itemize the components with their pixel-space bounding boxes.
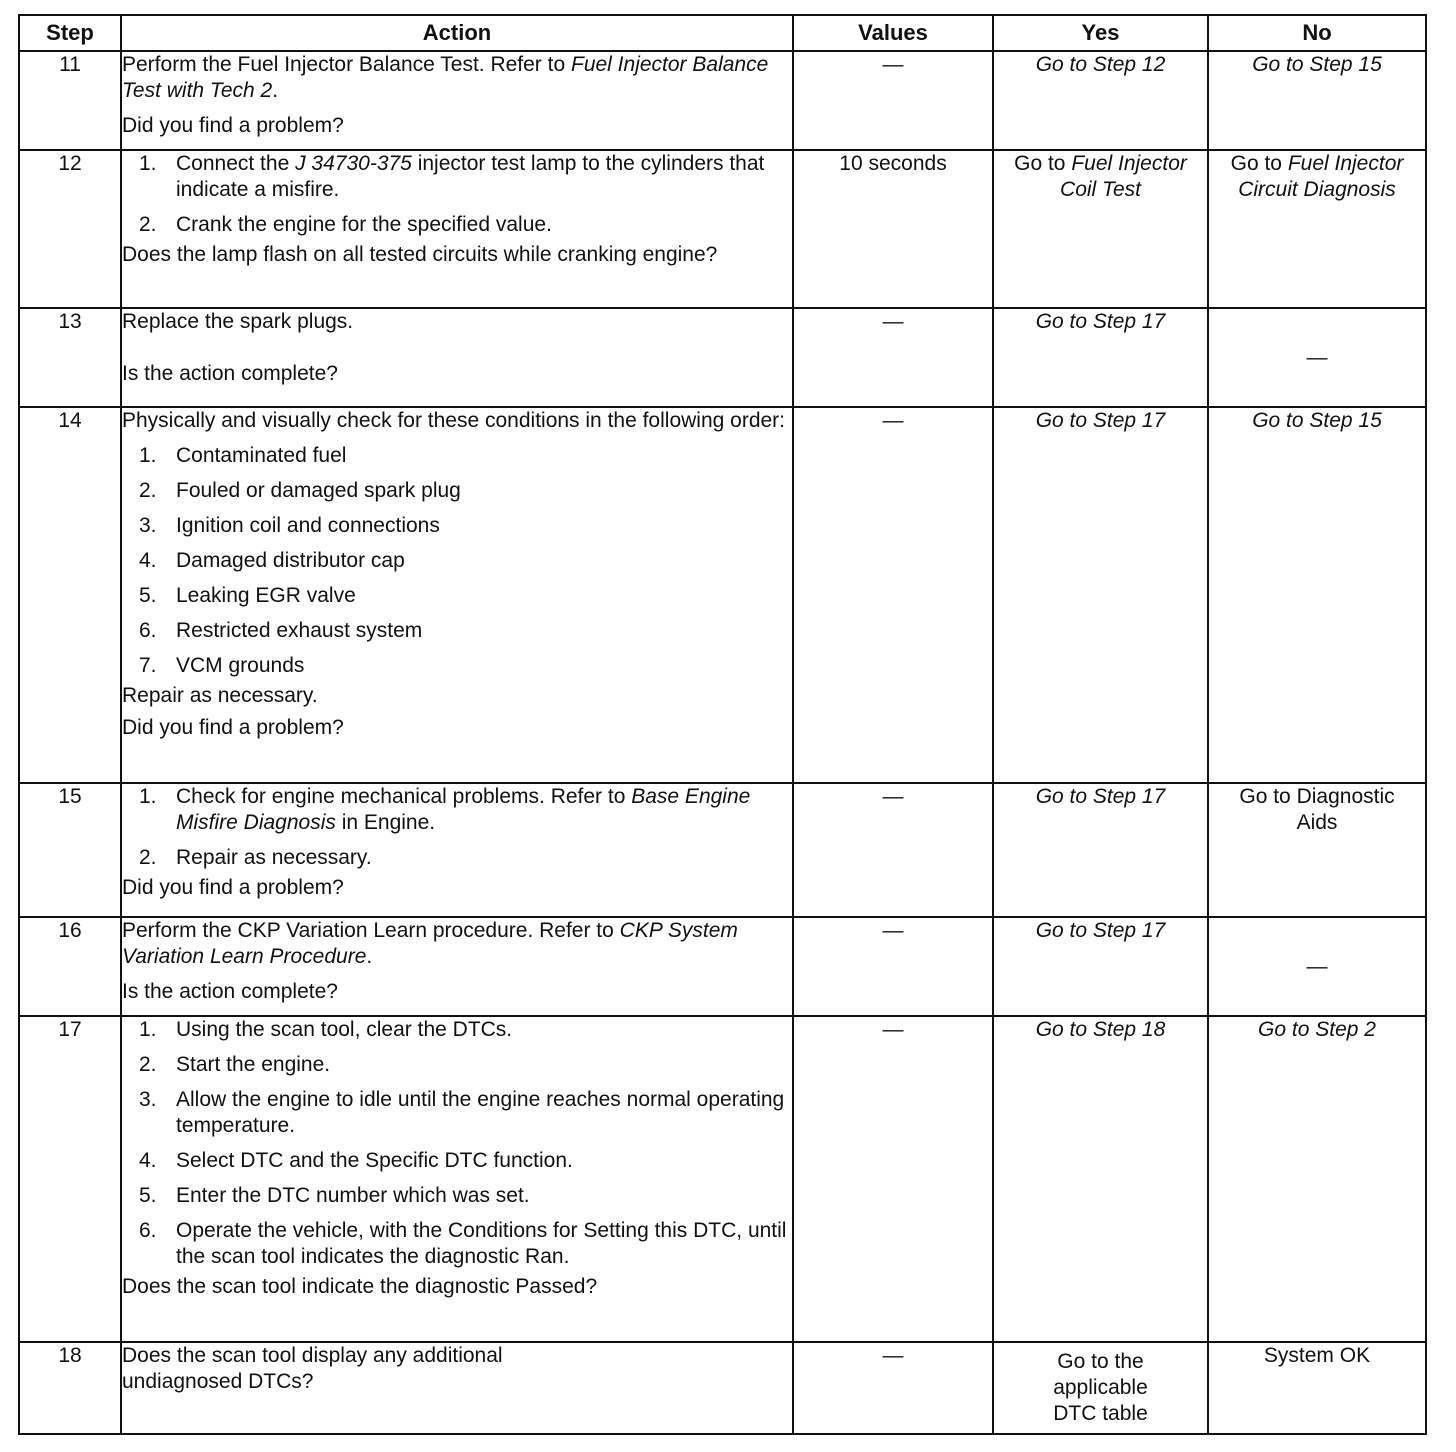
list-item: 4. Select DTC and the Specific DTC function.	[139, 1149, 573, 1172]
action-steps	[122, 784, 792, 871]
yes-cell: Go to the applicable DTC table	[993, 1342, 1208, 1434]
table-row	[19, 407, 1426, 783]
action-question: Does the scan tool indicate the diagnostic Passed?	[122, 1275, 598, 1298]
table-row	[19, 917, 1426, 1016]
table-row	[19, 1342, 1426, 1434]
list-item: 7. VCM grounds	[139, 654, 305, 677]
header-action: Action	[121, 15, 793, 51]
list-item: 1. Using the scan tool, clear the DTCs.	[139, 1018, 513, 1041]
step-number: 14	[19, 407, 121, 783]
list-item: 2. Fouled or damaged spark plug	[139, 479, 461, 502]
list-item: 6. Operate the vehicle, with the Conditions for Setting this DTC, until the scan tool indicates the diagnostic Ran.	[139, 1219, 787, 1268]
header-yes: Yes	[993, 15, 1208, 51]
table-row	[19, 783, 1426, 917]
step-number: 16	[19, 917, 121, 1016]
yes-cell: Go to Step 17	[993, 308, 1208, 407]
step-number: 11	[19, 51, 121, 150]
list-item: 6. Restricted exhaust system	[139, 619, 423, 642]
header-no: No	[1208, 15, 1426, 51]
action-cell	[121, 150, 793, 308]
no-cell: Go to Step 2	[1208, 1016, 1426, 1342]
step-number: 18	[19, 1342, 121, 1434]
reference-link: CKP System Variation Learn Procedure	[122, 919, 738, 968]
step-number: 12	[19, 150, 121, 308]
action-question: Does the scan tool display any additional undiagnosed DTCs?	[122, 1344, 503, 1393]
no-cell: Go to Step 15	[1208, 407, 1426, 783]
yes-cell: Go to Step 18	[993, 1016, 1208, 1342]
no-cell: Go to Diagnostic Aids	[1208, 783, 1426, 917]
no-cell: Go to Fuel Injector Circuit Diagnosis	[1208, 150, 1426, 308]
header-step: Step	[19, 15, 121, 51]
action-question: Does the lamp flash on all tested circuits while cranking engine?	[122, 243, 718, 266]
reference-link: Fuel Injector Balance Test with Tech 2	[122, 53, 769, 102]
value-cell: —	[793, 51, 993, 150]
list-item: 2. Crank the engine for the specified value.	[139, 213, 552, 236]
list-item: 1. Contaminated fuel	[139, 444, 347, 467]
action-question: Did you find a problem?	[122, 716, 344, 739]
list-item: 2. Repair as necessary.	[139, 846, 372, 869]
list-item: 3. Ignition coil and connections	[139, 514, 440, 537]
value-cell: —	[793, 783, 993, 917]
action-text: Perform the Fuel Injector Balance Test. Refer to Fuel Injector Balance Test with Tech 2.	[122, 53, 769, 102]
action-cell	[121, 1342, 793, 1434]
list-item: 3. Allow the engine to idle until the engine reaches normal operating temperature.	[139, 1088, 785, 1137]
yes-cell: Go to Step 12	[993, 51, 1208, 150]
list-item: 5. Enter the DTC number which was set.	[139, 1184, 530, 1207]
value-cell: —	[793, 917, 993, 1016]
action-steps	[122, 443, 792, 679]
value-cell: 10 seconds	[793, 150, 993, 308]
action-outro: Repair as necessary.	[122, 684, 318, 707]
tool-reference: J 34730-375	[295, 152, 412, 175]
diagnostic-table	[18, 14, 1427, 1435]
list-item: 2. Start the engine.	[139, 1053, 331, 1076]
yes-cell: Go to Step 17	[993, 917, 1208, 1016]
no-cell: —	[1208, 917, 1426, 1016]
action-cell	[121, 783, 793, 917]
action-question: Did you find a problem?	[122, 876, 344, 899]
action-question: Did you find a problem?	[122, 114, 344, 137]
header-values: Values	[793, 15, 993, 51]
yes-cell: Go to Fuel Injector Coil Test	[993, 150, 1208, 308]
yes-cell: Go to Step 17	[993, 783, 1208, 917]
action-cell	[121, 407, 793, 783]
no-cell: —	[1208, 308, 1426, 407]
table-row	[19, 1016, 1426, 1342]
table-row	[19, 150, 1426, 308]
action-intro: Physically and visually check for these conditions in the following order:	[122, 409, 786, 432]
action-steps	[122, 1017, 792, 1270]
action-cell	[121, 51, 793, 150]
step-number: 17	[19, 1016, 121, 1342]
action-steps	[122, 151, 792, 238]
no-cell: Go to Step 15	[1208, 51, 1426, 150]
action-cell	[121, 917, 793, 1016]
yes-cell: Go to Step 17	[993, 407, 1208, 783]
reference-link: Base Engine Misfire Diagnosis	[176, 785, 751, 834]
action-cell	[121, 308, 793, 407]
action-question: Is the action complete?	[122, 980, 338, 1003]
list-item: 4. Damaged distributor cap	[139, 549, 405, 572]
step-number: 15	[19, 783, 121, 917]
action-text: Perform the CKP Variation Learn procedure. Refer to CKP System Variation Learn Procedure.	[122, 919, 738, 968]
table-row	[19, 51, 1426, 150]
table-row	[19, 308, 1426, 407]
list-item: 1. Connect the J 34730-375 injector test lamp to the cylinders that indicate a misfire.	[139, 152, 765, 201]
value-cell: —	[793, 1342, 993, 1434]
no-cell: System OK	[1208, 1342, 1426, 1434]
header-row	[19, 15, 1426, 51]
step-number: 13	[19, 308, 121, 407]
value-cell: —	[793, 407, 993, 783]
list-item: 5. Leaking EGR valve	[139, 584, 356, 607]
value-cell: —	[793, 308, 993, 407]
action-text: Replace the spark plugs.	[122, 310, 354, 333]
list-item: 1. Check for engine mechanical problems. Refer to Base Engine Misfire Diagnosis in Engine.	[139, 785, 751, 834]
action-question: Is the action complete?	[122, 362, 338, 385]
value-cell: —	[793, 1016, 993, 1342]
action-cell	[121, 1016, 793, 1342]
